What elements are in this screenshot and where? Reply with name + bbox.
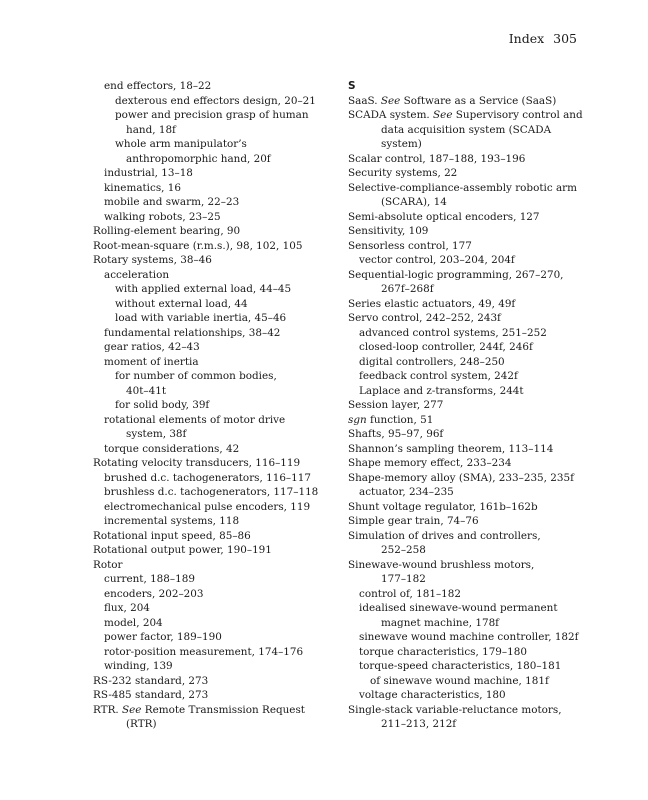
entry-text: rotor-position measurement, 174–176 [104,645,304,658]
entry-text: Semi-absolute optical encoders, 127 [348,210,540,223]
entry-text: system, 38f [126,428,187,440]
entry-text-continued: Software as a Service (SaaS) [403,94,557,107]
entry-text: (SCARA), 14 [381,196,447,208]
entry-text: Session layer, 277 [348,399,444,411]
entry-text: Security systems, 22 [348,167,458,179]
entry-text: Sequential-logic programming, 267–270, [348,268,564,281]
entry-text: 267f–268f [381,283,434,295]
entry-text: dexterous end effectors design, 20–21 [115,94,316,107]
entry-text: model, 204 [104,616,163,629]
index-entry [348,152,580,167]
see-reference-label: See [122,703,142,716]
entry-text: of sinewave wound machine, 181f [370,674,549,687]
index-entry [93,181,323,196]
index-entry [93,500,323,515]
entry-text-continued: Supervisory control and [455,109,583,121]
index-entry [348,601,580,616]
index-entry [348,674,580,689]
entry-text: power and precision grasp of human [115,109,309,121]
entry-text: closed-loop controller, 244f, 246f [359,341,533,353]
index-entry [348,500,580,515]
entry-text: S [348,80,356,92]
entry-text: (RTR) [126,718,157,730]
entry-text: Rolling-element bearing, 90 [93,225,241,237]
index-entry [93,674,323,689]
index-entry [93,108,323,123]
entry-text: industrial, 13–18 [104,167,193,179]
entry-text: Shape memory effect, 233–234 [348,457,512,469]
index-column-left [93,79,323,732]
entry-text: voltage characteristics, 180 [359,689,506,701]
index-entry [348,137,580,152]
entry-text-continued: Remote Transmission Request [144,703,305,716]
index-entry [348,123,580,138]
entry-text-continued: function, 51 [370,413,434,426]
index-entry [348,282,580,297]
entry-text: data acquisition system (SCADA [381,123,552,136]
entry-text: control of, 181–182 [359,587,461,600]
index-entry [348,326,580,341]
header-title: Index [508,31,545,46]
index-entry [93,601,323,616]
index-entry [348,369,580,384]
index-entry [93,703,323,718]
entry-text: Laplace and z-transforms, 244t [359,384,524,397]
index-entry [93,413,323,428]
entry-text: feedback control system, 242f [359,370,518,382]
index-entry [93,717,323,732]
entry-text: moment of inertia [104,355,199,368]
index-entry [348,239,580,254]
index-entry [93,253,323,268]
index-entry [348,587,580,602]
entry-text: torque characteristics, 179–180 [359,645,527,658]
index-entry [348,297,580,312]
entry-text: walking robots, 23–25 [104,210,221,223]
index-entry [348,471,580,486]
entry-text: SCADA system. [348,109,430,121]
entry-text: current, 188–189 [104,573,195,585]
entry-text: SaaS. [348,94,378,107]
index-entry [93,558,323,573]
entry-text: RS-232 standard, 273 [93,674,209,687]
entry-text: Sensorless control, 177 [348,239,472,252]
index-entry [93,427,323,442]
index-entry [93,94,323,109]
running-header [509,31,577,46]
index-entry [348,311,580,326]
entry-text: for solid body, 39f [115,399,210,411]
index-entry [93,369,323,384]
index-entry [93,456,323,471]
entry-text: RS-485 standard, 273 [93,689,209,701]
index-entry [93,123,323,138]
index-entry [348,398,580,413]
entry-text: Shafts, 95–97, 96f [348,428,444,440]
index-entry [348,717,580,732]
index-entry [93,645,323,660]
entry-text: anthropomorphic hand, 20f [126,152,271,165]
index-entry [93,616,323,631]
index-entry [93,384,323,399]
index-entry [93,529,323,544]
index-entry [93,398,323,413]
entry-text: mobile and swarm, 22–23 [104,196,240,208]
entry-text: rotational elements of motor drive [104,413,286,426]
index-entry [348,514,580,529]
index-entry [93,239,323,254]
entry-text: torque considerations, 42 [104,442,240,455]
entry-text: Rotational input speed, 85–86 [93,529,251,542]
entry-text: 211–213, 212f [381,718,457,730]
entry-text: torque-speed characteristics, 180–181 [359,660,562,672]
entry-text: brushed d.c. tachogenerators, 116–117 [104,471,311,484]
index-entry [348,210,580,225]
entry-text: brushless d.c. tachogenerators, 117–118 [104,486,319,498]
index-entry [93,485,323,500]
index-entry [348,413,580,428]
index-letter-heading [348,79,580,94]
index-entry [93,268,323,283]
index-entry [93,587,323,602]
index-entry [348,427,580,442]
index-entry [348,456,580,471]
index-entry [348,166,580,181]
entry-text: load with variable inertia, 45–46 [115,312,287,324]
entry-text: with applied external load, 44–45 [115,283,292,295]
index-entry [93,326,323,341]
index-entry [93,543,323,558]
index-entry [348,340,580,355]
index-entry [348,572,580,587]
index-entry [348,384,580,399]
index-entry [348,355,580,370]
index-entry [93,630,323,645]
entry-text: Simple gear train, 74–76 [348,515,479,527]
index-entry [93,340,323,355]
entry-text: Rotary systems, 38–46 [93,254,212,266]
index-entry [348,630,580,645]
entry-text: flux, 204 [104,602,150,614]
index-entry [348,224,580,239]
entry-text: winding, 139 [104,660,173,672]
entry-text: fundamental relationships, 38–42 [104,326,281,339]
entry-text: Scalar control, 187–188, 193–196 [348,152,526,165]
entry-text: Servo control, 242–252, 243f [348,312,501,324]
index-entry [93,688,323,703]
page-number: 305 [553,31,577,46]
index-entry [93,282,323,297]
entry-text: RTR. [93,703,119,716]
index-entry [93,166,323,181]
entry-text: Shape-memory alloy (SMA), 233–235, 235f [348,471,574,484]
entry-text: for number of common bodies, [115,370,277,382]
entry-text: magnet machine, 178f [381,616,500,629]
entry-text: without external load, 44 [115,297,248,310]
entry-text: idealised sinewave-wound permanent [359,602,558,614]
entry-text: Sensitivity, 109 [348,225,429,237]
index-column-right [348,79,583,732]
entry-text: advanced control systems, 251–252 [359,326,547,339]
entry-text: Shannon’s sampling theorem, 113–114 [348,442,554,455]
index-entry [348,688,580,703]
entry-text: acceleration [104,268,170,281]
entry-text: power factor, 189–190 [104,631,222,643]
index-entry [93,79,323,94]
index-entry [348,659,580,674]
index-entry [348,253,580,268]
entry-text: hand, 18f [126,123,176,136]
entry-text: Series elastic actuators, 49, 49f [348,297,516,310]
entry-text: gear ratios, 42–43 [104,341,200,353]
see-reference-label: See [380,94,401,107]
index-entry [93,442,323,457]
entry-text: incremental systems, 118 [104,515,240,527]
index-entry [93,137,323,152]
index-entry [93,195,323,210]
index-entry [93,210,323,225]
index-entry [348,616,580,631]
index-entry [93,152,323,167]
entry-text: actuator, 234–235 [359,486,454,498]
entry-text: Sinewave-wound brushless motors, [348,558,535,571]
index-entry [348,558,580,573]
index-entry [348,195,580,210]
index-entry [93,471,323,486]
index-entry [93,297,323,312]
entry-text: encoders, 202–203 [104,587,204,600]
index-entry [93,572,323,587]
entry-text: vector control, 203–204, 204f [359,254,515,266]
index-entry [348,181,580,196]
entry-text: end effectors, 18–22 [104,80,212,92]
entry-text: Rotor [93,558,123,571]
index-entry [348,645,580,660]
entry-text: Shunt voltage regulator, 161b–162b [348,500,538,513]
entry-text: 177–182 [381,573,426,585]
index-entry [348,94,580,109]
entry-text: Selective-compliance-assembly robotic arm [348,181,577,194]
index-entry [93,355,323,370]
index-entry [348,485,580,500]
entry-text: system) [381,138,422,150]
index-entry [348,543,580,558]
index-entry [93,514,323,529]
entry-text: Rotational output power, 190–191 [93,544,272,556]
entry-text: electromechanical pulse encoders, 119 [104,500,311,513]
index-entry [348,442,580,457]
entry-text: Single-stack variable-reluctance motors, [348,703,562,716]
entry-text: whole arm manipulator’s [115,138,247,150]
index-entry [348,268,580,283]
index-entry [93,659,323,674]
entry-text: kinematics, 16 [104,181,181,194]
entry-text: sinewave wound machine controller, 182f [359,631,579,643]
entry-text: Simulation of drives and controllers, [348,529,541,542]
entry-text: sgn [348,413,367,426]
index-entry [93,224,323,239]
entry-text: 40t–41t [126,384,166,397]
entry-text: 252–258 [381,544,426,556]
index-entry [348,108,583,123]
index-entry [93,311,323,326]
entry-text: Rotating velocity transducers, 116–119 [93,457,301,469]
index-entry [348,703,580,718]
index-entry [348,529,580,544]
entry-text: Root-mean-square (r.m.s.), 98, 102, 105 [93,239,303,252]
entry-text: digital controllers, 248–250 [359,355,505,368]
see-reference-label: See [433,109,453,121]
